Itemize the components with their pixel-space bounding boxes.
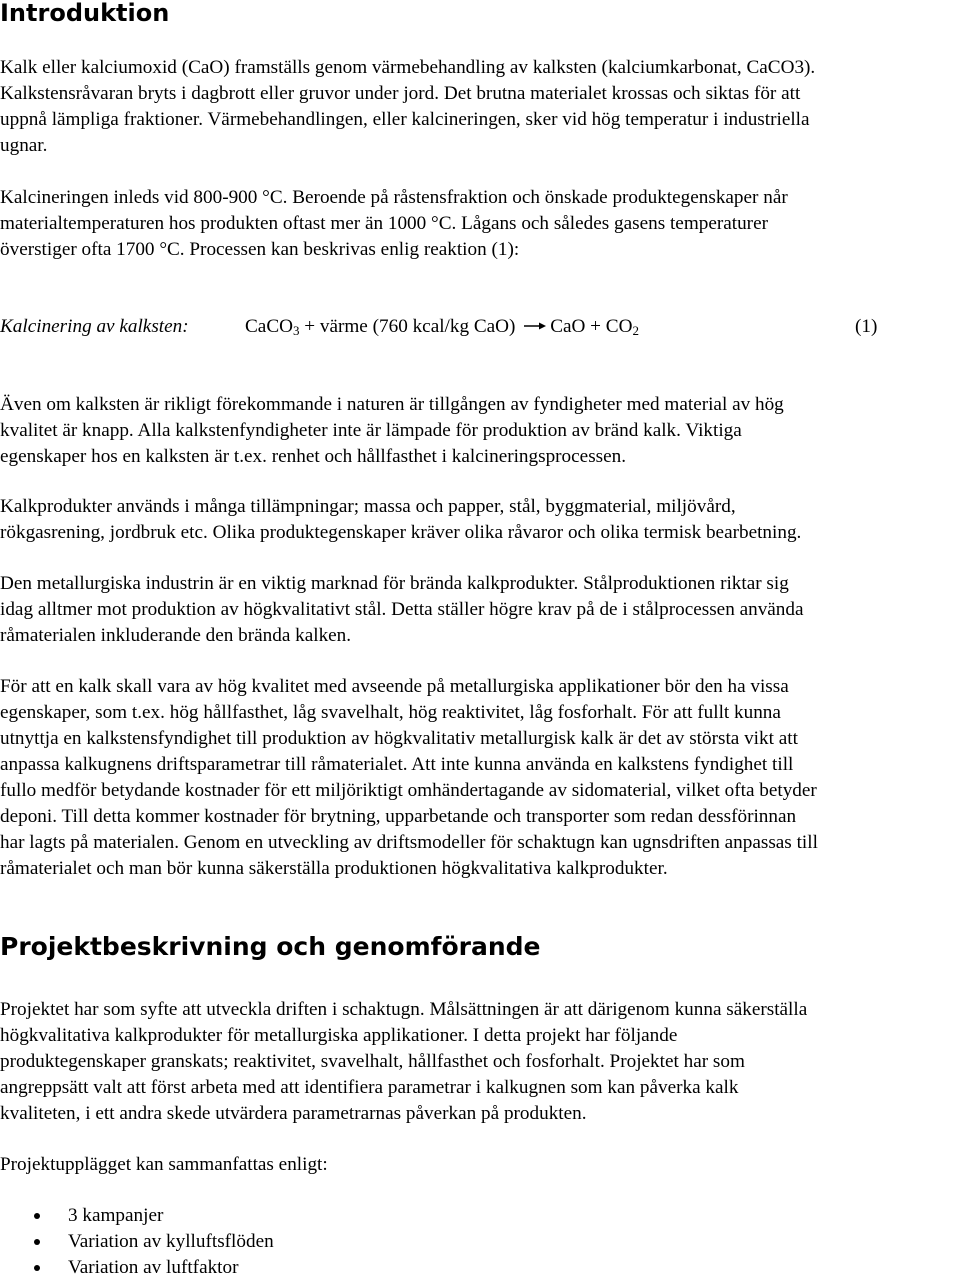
formula-lhs-subscript: 3 bbox=[292, 323, 300, 338]
text-line: högkvalitativa kalkprodukter för metallurgiska applikationer. I detta projekt har följande bbox=[0, 1025, 678, 1046]
intro-paragraph-6 bbox=[0, 674, 958, 882]
reaction-formula bbox=[0, 314, 900, 340]
arrow-right-icon bbox=[524, 321, 546, 331]
text-line: ugnar. bbox=[0, 135, 48, 156]
text-line: Projektet har som syfte att utveckla driften i schaktugn. Målsättningen är att därigenom kunna säkerställa bbox=[0, 999, 808, 1020]
text-line: har lagts på materialen. Genom en utveckling av driftsmodeller för schaktugn kan ugnsdriften anpassas till bbox=[0, 832, 818, 853]
text-line: produktegenskaper granskats; reaktivitet, svavelhalt, hållfasthet och fosforhalt. Projektet har som bbox=[0, 1051, 745, 1072]
text-line: uppnå lämpliga fraktioner. Värmebehandlingen, eller kalcineringen, sker vid hög temperatur i industriella bbox=[0, 109, 810, 130]
formula-lhs: CaCO bbox=[245, 316, 293, 337]
project-paragraph-1 bbox=[0, 997, 958, 1127]
text-line: angreppsätt valt att först arbeta med att identifiera parametrar i kalkugnen som kan påverka kalk bbox=[0, 1077, 739, 1098]
intro-paragraph-2 bbox=[0, 185, 958, 263]
heading-introduktion: Introduktion bbox=[0, 0, 170, 27]
bullet-icon bbox=[34, 1213, 40, 1219]
list-item-label: Variation av luftfaktor bbox=[68, 1257, 239, 1278]
text-line: anpassa kalkugnens driftsparametrar till råmaterialet. Att inte kunna använda en kalkstens fyndighet till bbox=[0, 754, 794, 775]
text-line: rökgasrening, jordbruk etc. Olika produktegenskaper kräver olika råvaror och olika termisk bearbetning. bbox=[0, 522, 802, 543]
intro-paragraph-5 bbox=[0, 571, 958, 649]
list-item-label: 3 kampanjer bbox=[68, 1205, 164, 1226]
bullet-icon bbox=[34, 1239, 40, 1245]
text-line: idag alltmer mot produktion av högkvalitativt stål. Detta ställer högre krav på de i stålprocessen använda bbox=[0, 599, 804, 620]
text-line: fullo medför betydande kostnader för ett miljöriktigt omhändertagande av sidomaterial, vilket ofta betyder bbox=[0, 780, 817, 801]
formula-rhs: CaO + CO bbox=[550, 316, 633, 337]
formula-label: Kalcinering av kalksten: bbox=[0, 316, 189, 337]
formula-equation bbox=[245, 314, 639, 340]
text-line: Kalk eller kalciumoxid (CaO) framställs genom värmebehandling av kalksten (kalciumkarbonat, CaCO3). bbox=[0, 57, 816, 78]
text-line: kvaliteten, i ett andra skede utvärdera parametrarnas påverkan på produkten. bbox=[0, 1103, 587, 1124]
formula-number: (1) bbox=[855, 316, 878, 337]
text-line: Kalkprodukter används i många tillämpningar; massa och papper, stål, byggmaterial, miljövård, bbox=[0, 496, 736, 517]
list-item bbox=[0, 1255, 600, 1281]
text-line: För att en kalk skall vara av hög kvalitet med avseende på metallurgiska applikationer bör den ha vissa bbox=[0, 676, 789, 697]
text-line: egenskaper, som t.ex. hög hållfasthet, låg svavelhalt, hög reaktivitet, låg fosforhalt. För att fullt kunna bbox=[0, 702, 781, 723]
list-item bbox=[0, 1203, 600, 1229]
text-line: materialtemperaturen hos produkten oftast mer än 1000 °C. Lågans och således gasens temperaturer bbox=[0, 213, 768, 234]
project-paragraph-2 bbox=[0, 1152, 958, 1178]
intro-paragraph-1 bbox=[0, 55, 958, 159]
text-line: egenskaper hos en kalksten är t.ex. renhet och hållfasthet i kalcineringsprocessen. bbox=[0, 446, 627, 467]
text-line: Kalkstensråvaran bryts i dagbrott eller gruvor under jord. Det brutna materialet krossas och siktas för att bbox=[0, 83, 801, 104]
list-item-label: Variation av kylluftsflöden bbox=[68, 1231, 274, 1252]
bullet-list bbox=[0, 1203, 600, 1281]
formula-middle: + värme (760 kcal/kg CaO) bbox=[299, 316, 521, 337]
text-line: Även om kalksten är rikligt förekommande i naturen är tillgången av fyndigheter med material av hög bbox=[0, 394, 784, 415]
text-line: råmaterialen inkluderande den brända kalken. bbox=[0, 625, 352, 646]
bullet-icon bbox=[34, 1265, 40, 1271]
heading-projektbeskrivning: Projektbeskrivning och genomförande bbox=[0, 932, 541, 961]
formula-rhs-subscript: 2 bbox=[632, 323, 639, 338]
text-line: deponi. Till detta kommer kostnader för brytning, upparbetande och transporter som redan dessförinnan bbox=[0, 806, 797, 827]
text-line: överstiger ofta 1700 °C. Processen kan beskrivas enlig reaktion (1): bbox=[0, 239, 520, 260]
text-line: Kalcineringen inleds vid 800-900 °C. Beroende på råstensfraktion och önskade produktegenskaper når bbox=[0, 187, 788, 208]
intro-paragraph-4 bbox=[0, 494, 958, 546]
text-line: Projektupplägget kan sammanfattas enligt: bbox=[0, 1154, 328, 1175]
list-item bbox=[0, 1229, 600, 1255]
intro-paragraph-3 bbox=[0, 392, 958, 470]
text-line: Den metallurgiska industrin är en viktig marknad för brända kalkprodukter. Stålproduktionen riktar sig bbox=[0, 573, 789, 594]
text-line: utnyttja en kalkstensfyndighet till produktion av högkvalitativ metallurgisk kalk är det av största vikt att bbox=[0, 728, 798, 749]
text-line: kvalitet är knapp. Alla kalkstenfyndigheter inte är lämpade för produktion av bränd kalk. Viktiga bbox=[0, 420, 742, 441]
text-line: råmaterialet och man bör kunna säkerställa produktionen högkvalitativa kalkprodukter. bbox=[0, 858, 668, 879]
